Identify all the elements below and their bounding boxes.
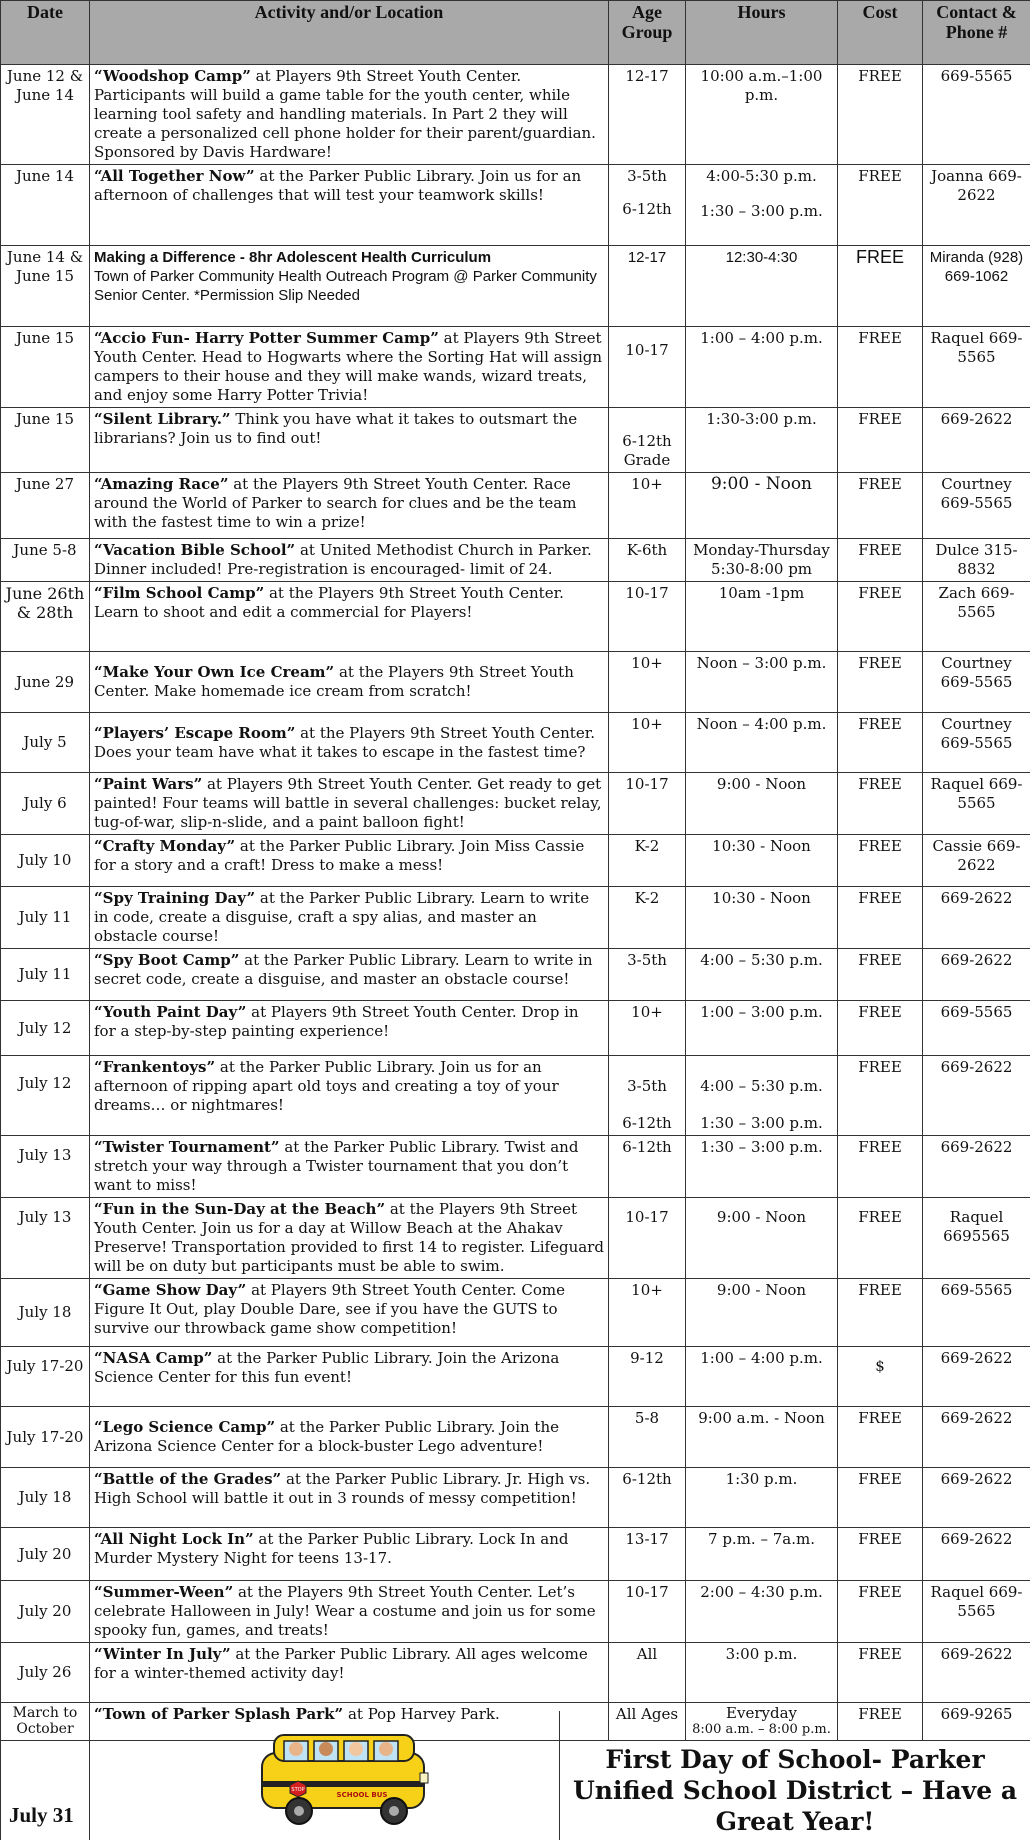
date-cell: June 29	[1, 652, 90, 713]
age-cell: 10+	[609, 473, 686, 539]
cost-cell: FREE	[838, 1001, 923, 1056]
contact-cell: 669-2622	[923, 1056, 1030, 1136]
activity-header: Activity and/or Location	[90, 1, 609, 65]
table-row	[1, 1347, 1030, 1407]
age-cell: K-2	[609, 887, 686, 949]
age-cell: 5-8	[609, 1407, 686, 1468]
activity-cell: “Battle of the Grades” at the Parker Public Library. Jr. High vs. High School will battle it out in 3 rounds of messy competition!	[90, 1468, 609, 1528]
date-cell: March to October	[1, 1703, 90, 1741]
cost-cell: FREE	[838, 473, 923, 539]
hours-cell: Monday-Thursday 5:30-8:00 pm	[686, 539, 838, 582]
cost-cell: FREE	[838, 713, 923, 773]
table-row	[1, 1468, 1030, 1528]
age-cell: All Ages	[609, 1703, 686, 1741]
hours-cell: Everyday 8:00 a.m. – 8:00 p.m.	[686, 1703, 838, 1741]
date-header: Date	[1, 1, 90, 65]
cost-cell: FREE	[838, 773, 923, 835]
table-row	[1, 1056, 1030, 1136]
table-row	[1, 1581, 1030, 1643]
date-cell: June 15	[1, 408, 90, 473]
date-cell: June 12 & June 14	[1, 65, 90, 165]
hours-cell: 2:00 – 4:30 p.m.	[686, 1581, 838, 1643]
header-row	[1, 1, 1030, 65]
table-row	[1, 887, 1030, 949]
date-cell: July 12	[1, 1001, 90, 1056]
activity-cell: “All Together Now” at the Parker Public Library. Join us for an afternoon of challenges that will test your teamwork skills!	[90, 165, 609, 246]
hours-cell: Noon – 4:00 p.m.	[686, 713, 838, 773]
date-cell: June 14 & June 15	[1, 246, 90, 327]
age-cell: 10-17	[609, 773, 686, 835]
activity-cell: “All Night Lock In” at the Parker Public Library. Lock In and Murder Mystery Night for teens 13-17.	[90, 1528, 609, 1581]
age-cell: 10-17	[609, 582, 686, 652]
age-cell: 12-17	[609, 246, 686, 327]
activity-cell: “Paint Wars” at Players 9th Street Youth Center. Get ready to get painted! Four teams will battle in several challenges: bucket relay, tug-of-war, slip-n-slide, and a paint balloon fight!	[90, 773, 609, 835]
cost-cell: FREE	[838, 539, 923, 582]
hours-cell: 7 p.m. – 7a.m.	[686, 1528, 838, 1581]
cost-cell: FREE	[838, 1468, 923, 1528]
cost-cell: FREE	[838, 652, 923, 713]
hours-cell: 1:30 p.m.	[686, 1468, 838, 1528]
contact-cell: Courtney 669-5565	[923, 713, 1030, 773]
footer-date-cell	[0, 1711, 90, 1840]
cost-header: Cost	[838, 1, 923, 65]
hours-cell: 1:00 – 4:00 p.m.	[686, 327, 838, 408]
contact-cell: 669-2622	[923, 1347, 1030, 1407]
hours-cell: 9:00 - Noon	[686, 1279, 838, 1347]
footer-image-cell	[89, 1711, 560, 1840]
contact-cell: Courtney 669-5565	[923, 652, 1030, 713]
footer-date: July 31	[9, 1803, 74, 1827]
age-cell: K-6th	[609, 539, 686, 582]
date-cell: July 17-20	[1, 1407, 90, 1468]
contact-cell: Raquel 669-5565	[923, 773, 1030, 835]
date-cell: July 6	[1, 773, 90, 835]
cost-cell: FREE	[838, 582, 923, 652]
contact-cell: 669-5565	[923, 1001, 1030, 1056]
date-cell: July 20	[1, 1528, 90, 1581]
activity-cell: “Summer-Ween” at the Players 9th Street Youth Center. Let’s celebrate Halloween in July! Wear a costume and join us for some spooky fun, games, and treats!	[90, 1581, 609, 1643]
hours-cell: 4:00 – 5:30 p.m. 1:30 – 3:00 p.m.	[686, 1056, 838, 1136]
age-cell: 10-17	[609, 327, 686, 408]
age-cell: 6-12th Grade	[609, 408, 686, 473]
contact-cell: Raquel 6695565	[923, 1198, 1030, 1279]
date-cell: July 10	[1, 835, 90, 887]
activity-cell: “Spy Boot Camp” at the Parker Public Library. Learn to write in secret code, create a disguise, and master an obstacle course!	[90, 949, 609, 1001]
cost-cell: FREE	[838, 246, 923, 327]
activity-cell: “Game Show Day” at Players 9th Street Youth Center. Come Figure It Out, play Double Dare, see if you have the GUTS to survive our throwback game show competition!	[90, 1279, 609, 1347]
cost-cell: FREE	[838, 1703, 923, 1741]
date-cell: July 17-20	[1, 1347, 90, 1407]
contact-cell: 669-2622	[923, 1136, 1030, 1198]
age-cell: 13-17	[609, 1528, 686, 1581]
date-cell: July 20	[1, 1581, 90, 1643]
hours-cell: 9:00 a.m. - Noon	[686, 1407, 838, 1468]
activity-cell: “Silent Library.” Think you have what it takes to outsmart the librarians? Join us to find out!	[90, 408, 609, 473]
age-cell: 3-5th 6-12th	[609, 1056, 686, 1136]
hours-cell: 1:00 – 4:00 p.m.	[686, 1347, 838, 1407]
table-row	[1, 773, 1030, 835]
age-cell: 10+	[609, 652, 686, 713]
age-cell: 9-12	[609, 1347, 686, 1407]
school-bus-icon	[244, 1723, 444, 1833]
age-cell: 3-5th	[609, 949, 686, 1001]
date-cell: July 18	[1, 1468, 90, 1528]
contact-cell: 669-2622	[923, 1643, 1030, 1703]
hours-cell: 10:30 - Noon	[686, 835, 838, 887]
hours-cell: 10am -1pm	[686, 582, 838, 652]
activity-cell: “Film School Camp” at the Players 9th Street Youth Center. Learn to shoot and edit a commercial for Players!	[90, 582, 609, 652]
table-row	[1, 1407, 1030, 1468]
hours-cell: 12:30-4:30	[686, 246, 838, 327]
date-cell: July 11	[1, 887, 90, 949]
contact-cell: Zach 669-5565	[923, 582, 1030, 652]
date-cell: June 14	[1, 165, 90, 246]
cost-cell: FREE	[838, 835, 923, 887]
activity-cell: “Players’ Escape Room” at the Players 9th Street Youth Center. Does your team have what it takes to escape in the fastest time?	[90, 713, 609, 773]
age-cell: 6-12th	[609, 1136, 686, 1198]
hours-cell: 9:00 - Noon	[686, 1198, 838, 1279]
contact-cell: 669-5565	[923, 65, 1030, 165]
cost-cell: FREE	[838, 65, 923, 165]
age-cell: 10+	[609, 713, 686, 773]
cost-cell: FREE	[838, 1528, 923, 1581]
activity-cell: “Woodshop Camp” at Players 9th Street Youth Center. Participants will build a game table for the youth center, while learning tool safety and handling materials. In Part 2 they will create a personalized cell phone holder for their parent/guardian. Sponsored by Davis Hardware!	[90, 65, 609, 165]
cost-cell: FREE	[838, 1198, 923, 1279]
age-cell: K-2	[609, 835, 686, 887]
contact-header: Contact & Phone #	[923, 1, 1030, 65]
age-cell: 12-17	[609, 65, 686, 165]
date-cell: July 18	[1, 1279, 90, 1347]
activity-cell: “Accio Fun- Harry Potter Summer Camp” at Players 9th Street Youth Center. Head to Hogwarts where the Sorting Hat will assign campers to their house and they will make wands, wizard treats, and enjoy some Harry Potter Trivia!	[90, 327, 609, 408]
hours-cell: 4:00-5:30 p.m. 1:30 – 3:00 p.m.	[686, 165, 838, 246]
hours-header: Hours	[686, 1, 838, 65]
hours-cell: Noon – 3:00 p.m.	[686, 652, 838, 713]
age-cell: 10+	[609, 1001, 686, 1056]
date-cell: June 5-8	[1, 539, 90, 582]
activity-cell: “Spy Training Day” at the Parker Public Library. Learn to write in code, create a disguise, craft a spy alias, and master an obstacle course!	[90, 887, 609, 949]
hours-cell: 10:30 - Noon	[686, 887, 838, 949]
activity-cell: “Frankentoys” at the Parker Public Library. Join us for an afternoon of ripping apart old toys and creating a toy of your dreams… or nightmares!	[90, 1056, 609, 1136]
age-cell: 10-17	[609, 1198, 686, 1279]
contact-cell: Raquel 669-5565	[923, 327, 1030, 408]
table-row	[1, 1279, 1030, 1347]
age-cell: 10+	[609, 1279, 686, 1347]
activity-cell: “Fun in the Sun-Day at the Beach” at the Players 9th Street Youth Center. Join us for a day at Willow Beach at the Ahakav Preserve! Transportation provided to first 14 to register. Lifeguard will be on duty but participants must be able to swim.	[90, 1198, 609, 1279]
contact-cell: 669-2622	[923, 949, 1030, 1001]
hours-cell: 1:00 – 3:00 p.m.	[686, 1001, 838, 1056]
contact-cell: 669-5565	[923, 1279, 1030, 1347]
age-cell: All	[609, 1643, 686, 1703]
cost-cell: FREE	[838, 1056, 923, 1136]
contact-cell: 669-2622	[923, 887, 1030, 949]
cost-cell: FREE	[838, 1136, 923, 1198]
table-row	[1, 1198, 1030, 1279]
bus-sign: SCHOOL BUS	[336, 1791, 388, 1799]
date-cell: July 26	[1, 1643, 90, 1703]
cost-cell: FREE	[838, 1407, 923, 1468]
date-cell: June 15	[1, 327, 90, 408]
activity-cell: “Amazing Race” at the Players 9th Street Youth Center. Race around the World of Parker to search for clues and be the team with the fastest time to win a prize!	[90, 473, 609, 539]
cost-cell: FREE	[838, 1581, 923, 1643]
cost-cell: FREE	[838, 327, 923, 408]
date-cell: July 13	[1, 1198, 90, 1279]
cost-cell: FREE	[838, 1643, 923, 1703]
hours-cell: 4:00 – 5:30 p.m.	[686, 949, 838, 1001]
contact-cell: 669-2622	[923, 1468, 1030, 1528]
contact-cell: 669-2622	[923, 1407, 1030, 1468]
activity-cell: “Twister Tournament” at the Parker Public Library. Twist and stretch your way through a Twister tournament that you don’t want to miss!	[90, 1136, 609, 1198]
date-cell: July 12	[1, 1056, 90, 1136]
age-cell: 10-17	[609, 1581, 686, 1643]
hours-cell: 3:00 p.m.	[686, 1643, 838, 1703]
activity-cell: Making a Difference - 8hr Adolescent Health Curriculum Town of Parker Community Health Outreach Program @ Parker Community Senior Center. *Permission Slip Needed	[90, 246, 609, 327]
contact-cell: 669-2622	[923, 408, 1030, 473]
cost-cell: $	[838, 1347, 923, 1407]
hours-cell: 1:30-3:00 p.m.	[686, 408, 838, 473]
date-cell: July 13	[1, 1136, 90, 1198]
activity-cell: “Lego Science Camp” at the Parker Public Library. Join the Arizona Science Center for a block-buster Lego adventure!	[90, 1407, 609, 1468]
table-row	[1, 652, 1030, 713]
table-row	[1, 1643, 1030, 1703]
date-cell: July 11	[1, 949, 90, 1001]
stop-sign: STOP	[291, 1787, 305, 1793]
table-row	[1, 713, 1030, 773]
contact-cell: Miranda (928) 669-1062	[923, 246, 1030, 327]
cost-cell: FREE	[838, 1279, 923, 1347]
footer-message: First Day of School- Parker Unified School District – Have a Great Year!	[572, 1745, 1018, 1836]
table-row	[1, 65, 1030, 165]
contact-cell: 669-9265	[923, 1703, 1030, 1741]
contact-cell: 669-2622	[923, 1528, 1030, 1581]
hours-cell: 9:00 - Noon	[686, 473, 838, 539]
activity-cell: “Vacation Bible School” at United Methodist Church in Parker. Dinner included! Pre-registration is encouraged- limit of 24.	[90, 539, 609, 582]
footer-message-cell	[560, 1711, 1030, 1840]
age-header: Age Group	[609, 1, 686, 65]
table-row	[1, 582, 1030, 652]
hours-cell: 9:00 - Noon	[686, 773, 838, 835]
activity-cell: “Make Your Own Ice Cream” at the Players 9th Street Youth Center. Make homemade ice cream from scratch!	[90, 652, 609, 713]
date-cell: June 27	[1, 473, 90, 539]
activity-cell: “Winter In July” at the Parker Public Library. All ages welcome for a winter-themed activity day!	[90, 1643, 609, 1703]
contact-cell: Dulce 315-8832	[923, 539, 1030, 582]
activity-cell: “Youth Paint Day” at Players 9th Street Youth Center. Drop in for a step-by-step painting experience!	[90, 1001, 609, 1056]
table-row	[1, 1528, 1030, 1581]
cost-cell: FREE	[838, 887, 923, 949]
cost-cell: FREE	[838, 165, 923, 246]
table-row	[1, 408, 1030, 473]
contact-cell: Raquel 669-5565	[923, 1581, 1030, 1643]
table-row	[1, 165, 1030, 246]
contact-cell: Courtney 669-5565	[923, 473, 1030, 539]
cost-cell: FREE	[838, 949, 923, 1001]
age-cell: 6-12th	[609, 1468, 686, 1528]
activity-cell: “NASA Camp” at the Parker Public Library. Join the Arizona Science Center for this fun event!	[90, 1347, 609, 1407]
table-row	[1, 835, 1030, 887]
footer-row	[0, 1711, 1030, 1840]
table-row	[1, 327, 1030, 408]
hours-cell: 10:00 a.m.–1:00 p.m.	[686, 65, 838, 165]
hours-cell: 1:30 – 3:00 p.m.	[686, 1136, 838, 1198]
table-row	[1, 473, 1030, 539]
table-row	[1, 246, 1030, 327]
table-row	[1, 949, 1030, 1001]
activity-cell: “Town of Parker Splash Park” at Pop Harvey Park.	[90, 1703, 609, 1741]
date-cell: June 26th & 28th	[1, 582, 90, 652]
activity-cell: “Crafty Monday” at the Parker Public Library. Join Miss Cassie for a story and a craft! Dress to make a mess!	[90, 835, 609, 887]
contact-cell: Cassie 669-2622	[923, 835, 1030, 887]
table-row	[1, 1136, 1030, 1198]
cost-cell: FREE	[838, 408, 923, 473]
age-cell: 3-5th 6-12th	[609, 165, 686, 246]
table-row	[1, 1001, 1030, 1056]
contact-cell: Joanna 669-2622	[923, 165, 1030, 246]
table-row	[1, 539, 1030, 582]
date-cell: July 5	[1, 713, 90, 773]
